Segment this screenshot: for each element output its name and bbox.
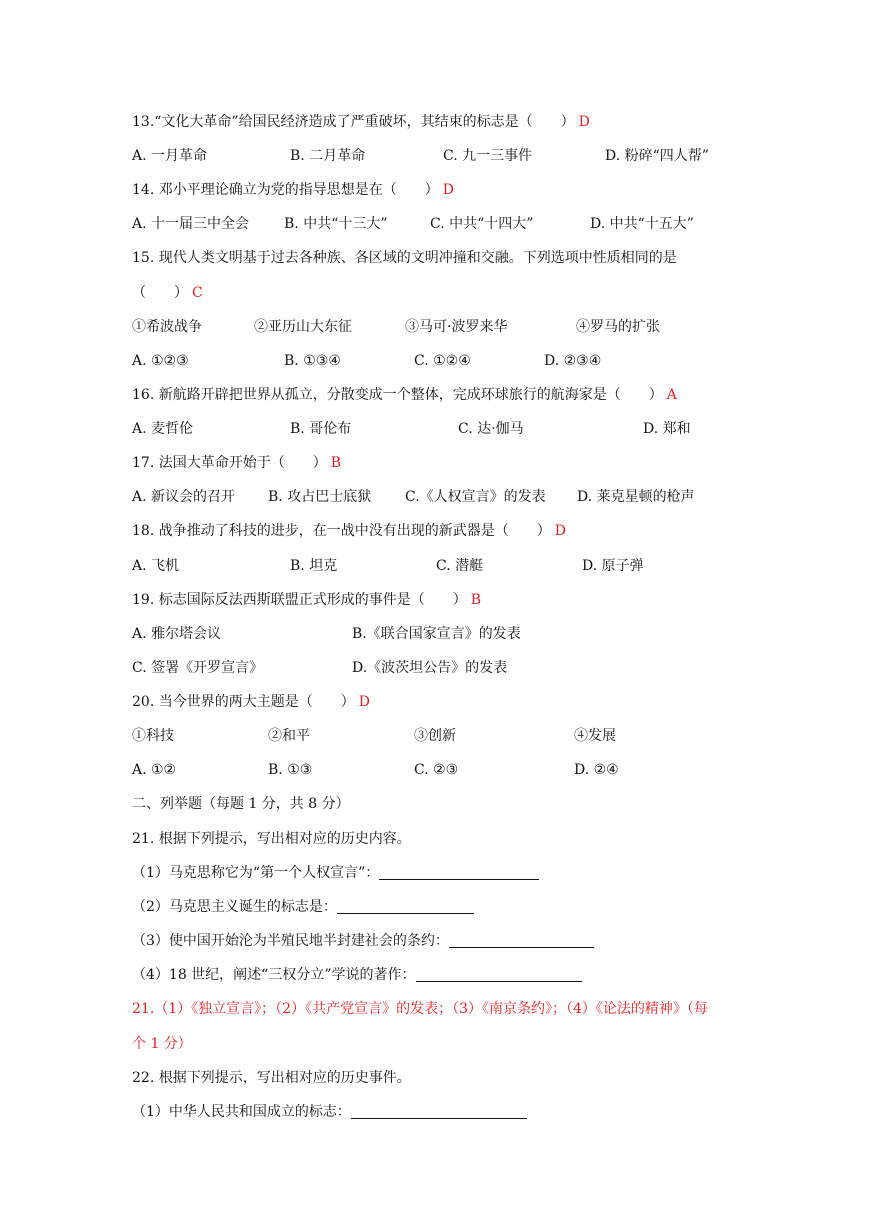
option-c: C. 九一三事件 — [443, 148, 533, 164]
option-a: A. 飞机 — [132, 558, 180, 574]
option-d: D. 中共“十五大” — [590, 216, 694, 232]
q21-answer-line2: 个 1 分） — [132, 1036, 192, 1052]
question-14 — [132, 181, 454, 199]
question-18 — [132, 522, 566, 540]
question-stem: 16. 新航路开辟把世界从孤立，分散变成一个整体，完成环球旅行的航海家是（ ） — [132, 387, 663, 403]
item-1: ①希波战争 — [132, 319, 202, 335]
item-4: ④发展 — [574, 728, 616, 744]
item-2: ②和平 — [268, 728, 310, 744]
option-b: B. ①③ — [268, 762, 313, 778]
prompt-text: （1）马克思称它为“第一个人权宣言”： — [132, 865, 380, 881]
option-a: A. ①② — [132, 762, 177, 778]
option-b: B. 攻占巴士底狱 — [268, 489, 372, 505]
answer-key: C — [192, 285, 203, 301]
prompt-text: （1）中华人民共和国成立的标志： — [132, 1104, 351, 1120]
answer-blank[interactable] — [449, 933, 594, 948]
option-c: C.《人权宣言》的发表 — [405, 489, 546, 505]
answer-key: B — [470, 592, 482, 608]
item-2: ②亚历山大东征 — [254, 319, 352, 335]
section-title: 二、列举题（每题 1 分，共 8 分） — [132, 796, 350, 812]
question-stem: 14. 邓小平理论确立为党的指导思想是在（ ） — [132, 182, 439, 198]
item-3: ③创新 — [414, 728, 456, 744]
answer-blank[interactable] — [379, 865, 539, 880]
answer-blank[interactable] — [351, 1104, 527, 1119]
option-a: A. 一月革命 — [132, 148, 208, 164]
answer-key: D — [358, 694, 370, 710]
q21-prompt-3 — [132, 932, 594, 950]
question-16 — [132, 386, 677, 404]
option-b: B. 坦克 — [290, 558, 338, 574]
option-a: A. 十一届三中全会 — [132, 216, 250, 232]
option-d: D.《波茨坦公告》的发表 — [352, 660, 508, 676]
option-a: A. ①②③ — [132, 353, 189, 369]
question-13 — [132, 113, 590, 131]
answer-key: A — [666, 387, 677, 403]
option-d: D. ②③④ — [544, 353, 602, 369]
option-b: B.《联合国家宣言》的发表 — [352, 626, 521, 642]
answer-blank[interactable] — [337, 899, 474, 914]
option-a: A. 雅尔塔会议 — [132, 626, 222, 642]
option-c: C. ①②④ — [414, 353, 471, 369]
question-15 — [132, 249, 677, 267]
prompt-text: （3）使中国开始沦为半殖民地半封建社会的条约： — [132, 933, 449, 949]
option-a: A. 新议会的召开 — [132, 489, 236, 505]
question-stem-cont: （ ） — [132, 285, 188, 301]
answer-key: D — [554, 523, 566, 539]
question-stem: 17. 法国大革命开始于（ ） — [132, 455, 327, 471]
question-19 — [132, 591, 481, 609]
question-stem: 13.“文化大革命”给国民经济造成了严重破坏，其结束的标志是（ ） — [132, 114, 575, 130]
option-c: C. 达·伽马 — [458, 421, 524, 437]
item-3: ③马可·波罗来华 — [405, 319, 508, 335]
option-c: C. 潜艇 — [436, 558, 484, 574]
question-15-cont — [132, 284, 203, 302]
option-d: D. 莱克星顿的枪声 — [577, 489, 695, 505]
option-c: C. 签署《开罗宣言》 — [132, 660, 264, 676]
option-d: D. ②④ — [574, 762, 619, 778]
question-17 — [132, 454, 341, 472]
q21-prompt-4 — [132, 966, 582, 984]
question-21: 21. 根据下列提示，写出相对应的历史内容。 — [132, 831, 411, 847]
item-4: ④罗马的扩张 — [576, 319, 660, 335]
answer-key: D — [442, 182, 454, 198]
question-22: 22. 根据下列提示，写出相对应的历史事件。 — [132, 1070, 411, 1086]
question-stem: 19. 标志国际反法西斯联盟正式形成的事件是（ ） — [132, 592, 467, 608]
option-d: D. 原子弹 — [582, 558, 644, 574]
prompt-text: （4）18 世纪，阐述“三权分立”学说的著作： — [132, 967, 416, 983]
answer-blank[interactable] — [416, 967, 582, 982]
question-stem: 18. 战争推动了科技的进步，在一战中没有出现的新武器是（ ） — [132, 523, 551, 539]
option-a: A. 麦哲伦 — [132, 421, 194, 437]
q21-prompt-1 — [132, 864, 539, 882]
answer-key: D — [578, 114, 590, 130]
q22-prompt-1 — [132, 1103, 527, 1121]
question-stem: 15. 现代人类文明基于过去各种族、各区域的文明冲撞和交融。下列选项中性质相同的是 — [132, 250, 677, 266]
q21-prompt-2 — [132, 898, 474, 916]
option-b: B. 二月革命 — [290, 148, 366, 164]
option-d: D. 粉碎“四人帮” — [605, 148, 709, 164]
option-b: B. 中共“十三大” — [284, 216, 388, 232]
prompt-text: （2）马克思主义诞生的标志是： — [132, 899, 337, 915]
option-d: D. 郑和 — [643, 421, 691, 437]
item-1: ①科技 — [132, 728, 174, 744]
question-stem: 20. 当今世界的两大主题是（ ） — [132, 694, 355, 710]
option-b: B. ①③④ — [284, 353, 341, 369]
option-b: B. 哥伦布 — [290, 421, 352, 437]
option-c: C. ②③ — [414, 762, 459, 778]
answer-key: B — [330, 455, 342, 471]
question-20 — [132, 693, 370, 711]
q21-answer-line1: 21.（1）《独立宣言》；（2）《共产党宣言》的发表；（3）《南京条约》；（4）《论法的精神》（每 — [132, 1001, 708, 1017]
option-c: C. 中共“十四大” — [430, 216, 534, 232]
